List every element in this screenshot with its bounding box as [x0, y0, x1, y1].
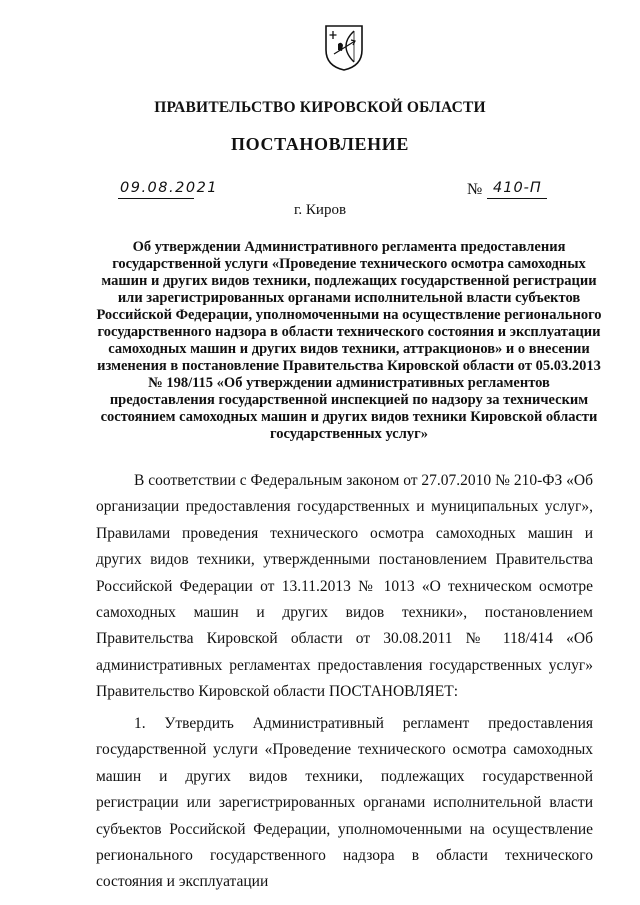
- number-underline: [487, 198, 547, 199]
- document-type-heading: ПОСТАНОВЛЕНИЕ: [231, 134, 409, 154]
- document-date: 09.08.2021: [120, 180, 219, 196]
- document-title: Об утверждении Административного регламента предоставления государственной услуги «Проведение технического осмотра самоходных машин и других видов техники, подлежащих государственной регистрации или зарегистрированных органами исполнительной власти субъектов Российской Федерации, уполномоченными на осуществление регионального государственного надзора в области технического состояния и эксплуатации самоходных машин и других видов техники, аттракционов» и о внесении изменения в постановление Правительства Кировской области от 05.03.2013 № 198/115 «Об утверждении административных регламентов предоставления государственной инспекцией по надзору за техническим состоянием самоходных машин и других видов техники Кировской области государственных услуг»: [96, 239, 602, 442]
- preamble-paragraph: В соответствии с Федеральным законом от 27.07.2010 № 210-ФЗ «Об организации предоставления государственных и муниципальных услуг», Правилами проведения технического осмотра самоходных машин и других видов техники, утвержденными постановлением Правительства Российской Федерации от 13.11.2013 № 1013 «О техническом осмотре самоходных машин и других видов техники», постановлением Правительства Кировской области от 30.08.2011 № 118/414 «Об административных регламентах предоставления государственных услуг» Правительство Кировской области ПОСТАНОВЛЯЕТ:: [96, 472, 593, 701]
- document-number: 410-П: [493, 180, 542, 196]
- city-label: г. Киров: [293, 202, 347, 218]
- clause-1-paragraph: 1. Утвердить Административный регламент предоставления государственной услуги «Проведение технического осмотра самоходных машин и других видов техники, подлежащих государственной регистрации или зарегистрированных органами исполнительной власти субъектов Российской Федерации, уполномоченными на осуществление регионального государственного надзора в области технического состояния и эксплуатации: [96, 715, 593, 891]
- coat-of-arms-icon: [324, 24, 364, 72]
- date-underline: [118, 198, 194, 199]
- number-sign: №: [467, 181, 483, 198]
- organization-heading: ПРАВИТЕЛЬСТВО КИРОВСКОЙ ОБЛАСТИ: [154, 99, 486, 116]
